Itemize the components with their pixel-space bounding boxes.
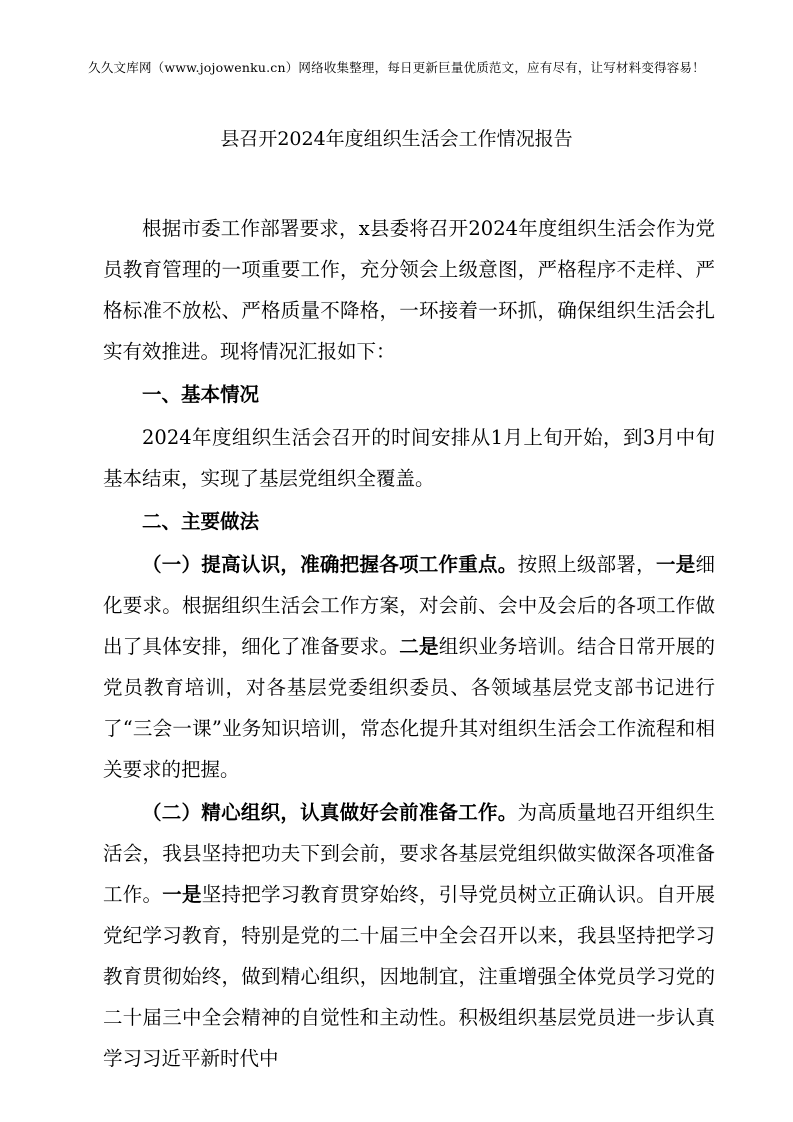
practice-1-keyword-2: 二是 bbox=[399, 635, 439, 658]
practice-2-keyword-1: 一是 bbox=[162, 883, 202, 906]
document-body bbox=[103, 208, 715, 1081]
practice-2-lead: （二）精心组织，认真做好会前准备工作。 bbox=[142, 801, 518, 824]
practice-1-lead: （一）提高认识，准确把握各项工作重点。 bbox=[142, 553, 518, 576]
document-title: 县召开2024年度组织生活会工作情况报告 bbox=[220, 128, 573, 150]
section-heading-basic: 一、基本情况 bbox=[142, 383, 260, 406]
practice-1-keyword-1: 一是 bbox=[655, 553, 696, 576]
intro-paragraph: 根据市委工作部署要求，x县委将召开2024年度组织生活会作为党员教育管理的一项重要工作，充分领会上级意图，严格程序不走样、严格标准不放松、严格质量不降格，一环接着一环抓，确保组织生活会扎实有效推进。现将情况汇报如下： bbox=[103, 217, 715, 363]
practice-2-text-b: 坚持把学习教育贯穿始终，引导党员树立正确认识。自开展党纪学习教育，特别是党的二十届三中全会召开以来，我县坚持把学习教育贯彻始终，做到精心组织，因地制宜，注重增强全体党员学习党的二十届三中全会精神的自觉性和主动性。积极组织基层党员进一步认真学习习近平新时代中 bbox=[103, 883, 715, 1070]
practice-1-text-a: 按照上级部署， bbox=[517, 553, 656, 576]
practice-1-text-b: 细化要求。根据组织生活会工作方案，对会前、会中及会后的各项工作做出了具体安排，细化了准备要求。 bbox=[103, 553, 715, 658]
practice-2-text-a: 为高质量地召开组织生活会，我县坚持把功夫下到会前，要求各基层党组织做实做深各项准备工作。 bbox=[103, 801, 715, 906]
practice-1-text-c: 组织业务培训。结合日常开展的党员教育培训，对各基层党委组织委员、各领域基层党支部书记进行了“三会一课”业务知识培训，常态化提升其对组织生活会工作流程和相关要求的把握。 bbox=[103, 635, 715, 781]
section-heading-practices: 二、主要做法 bbox=[142, 510, 260, 533]
header-note: 久久文库网（www.jojowenku.cn）网络收集整理，每日更新巨量优质范文，应有尽有，让写材料变得容易！ bbox=[88, 60, 705, 75]
practice-paragraph-1 bbox=[103, 544, 715, 790]
section-basic-paragraph: 2024年度组织生活会召开的时间安排从1月上旬开始，到3月中旬基本结束，实现了基层党组织全覆盖。 bbox=[103, 426, 715, 490]
practice-paragraph-2 bbox=[103, 792, 715, 1079]
